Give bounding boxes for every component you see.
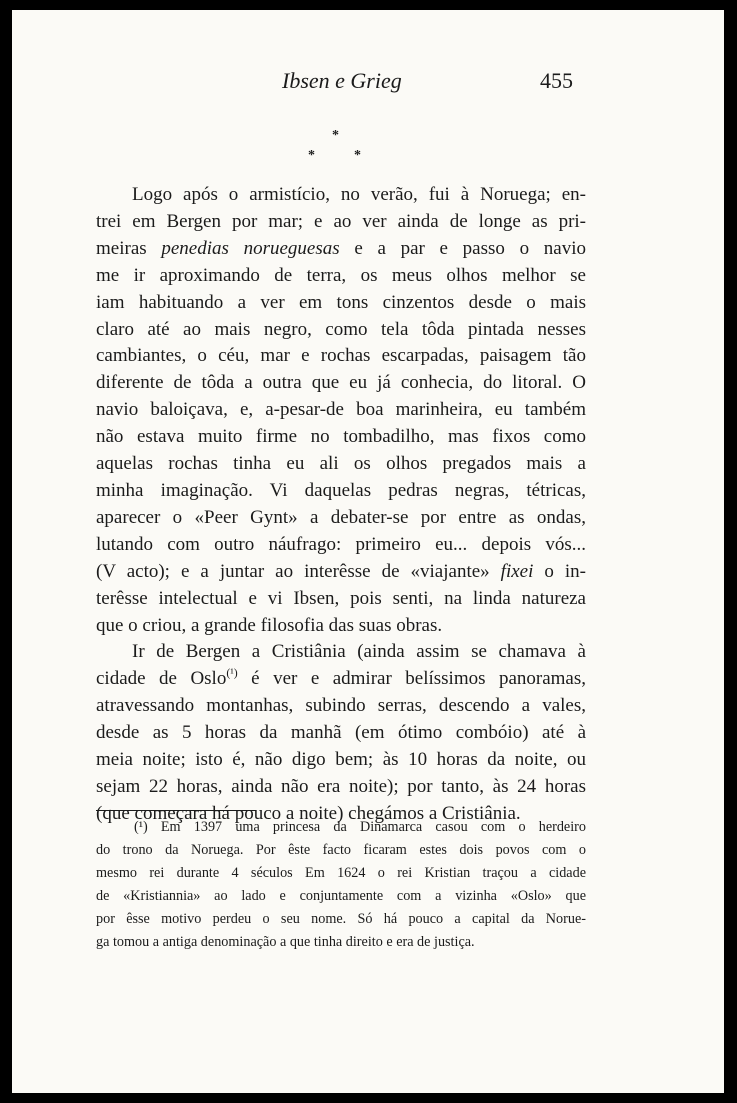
text-line: [96, 666, 586, 693]
running-title: Ibsen e Grieg: [282, 68, 402, 93]
text-line: me ir aproximando de terra, os meus olhos melhor se: [96, 264, 586, 286]
italic-phrase: penedias norueguesas: [161, 237, 340, 259]
footnote-line: mesmo rei durante 4 séculos Em 1624 o rei Kristian traçou a cidade: [96, 864, 586, 881]
paragraph-journey-cristiania: [96, 639, 586, 827]
text-line: trei em Bergen por mar; e ao ver ainda de longe as pri-: [96, 210, 586, 232]
text-run: o in-: [533, 560, 586, 582]
footnote-rule: [96, 810, 256, 811]
asterism-star: *: [354, 148, 361, 163]
footnote-line: de «Kristiannia» ao lado e conjuntamente com a vizinha «Oslo» que: [96, 887, 586, 904]
page-number: 455: [540, 68, 573, 93]
text-run: cidade de Oslo: [96, 668, 227, 690]
footnote-line: por êsse motivo perdeu o seu nome. Só há pouco a capital da Norue-: [96, 910, 586, 927]
footnote-line: (¹) Em 1397 uma princesa da Dinamarca casou com o herdeiro: [134, 819, 586, 835]
text-line: que o criou, a grande filosofia das suas obras.: [96, 614, 443, 636]
text-line: atravessando montanhas, subindo serras, descendo a vales,: [96, 695, 586, 717]
text-line: [96, 559, 586, 586]
text-line: diferente de tôda a outra que eu já conhecia, do litoral. O: [96, 372, 586, 394]
text-line: claro até ao mais negro, como tela tôda pintada nesses: [96, 318, 586, 340]
text-run: é ver e admirar belíssimos panoramas,: [237, 668, 587, 690]
body-text: [96, 182, 586, 828]
footnote: [96, 816, 586, 953]
text-run: meiras: [96, 237, 162, 259]
text-line: [96, 236, 586, 263]
text-line: Ir de Bergen a Cristiânia (ainda assim se chamava à: [132, 641, 586, 663]
asterism-section-break: [302, 128, 372, 168]
text-line: não estava muito firme no tombadilho, mas fixos como: [96, 426, 586, 448]
text-line: minha imaginação. Vi daquelas pedras negras, tétricas,: [96, 479, 586, 501]
text-run: (V acto); e a juntar ao interêsse de «viajante»: [96, 560, 501, 582]
text-line: meia noite; isto é, não digo bem; às 10 horas da noite, ou: [96, 749, 586, 771]
book-page: [12, 10, 724, 1093]
text-line: lutando com outro náufrago: primeiro eu... depois vós...: [96, 533, 586, 555]
text-line: aquelas rochas tinha eu ali os olhos pregados mais a: [96, 453, 586, 475]
asterism-star: *: [332, 128, 339, 143]
text-line: terêsse intelectual e vi Ibsen, pois senti, na linda natureza: [96, 587, 586, 609]
italic-word: fixei: [500, 560, 534, 582]
text-line: sejam 22 horas, ainda não era noite); por tanto, às 24 horas: [96, 775, 586, 797]
text-line: (que começara há pouco a noite) chegámos a Cristiânia.: [96, 802, 521, 824]
footnote-line: do trono da Noruega. Por êste facto ficaram estes dois povos com o: [96, 841, 586, 858]
text-line: aparecer o «Peer Gynt» a debater-se por entre as ondas,: [96, 506, 586, 528]
text-line: desde as 5 horas da manhã (em ótimo combóio) até à: [96, 722, 586, 744]
running-head: [12, 64, 724, 98]
asterism-star: *: [308, 148, 315, 163]
text-line: iam habituando a ver em tons cinzentos desde o mais: [96, 291, 586, 313]
text-line: cambiantes, o céu, mar e rochas escarpadas, paisagem tão: [96, 345, 586, 367]
text-line: navio baloiçava, e, a-pesar-de boa marinheira, eu também: [96, 399, 586, 421]
paragraph-arrival-bergen: [96, 182, 586, 639]
footnote-line: ga tomou a antiga denominação a que tinha direito e era de justiça.: [96, 933, 475, 950]
footnote-reference: (¹): [226, 666, 238, 680]
text-run: e a par e passo o navio: [339, 237, 586, 259]
text-line: Logo após o armistício, no verão, fui à Noruega; en-: [132, 184, 586, 205]
